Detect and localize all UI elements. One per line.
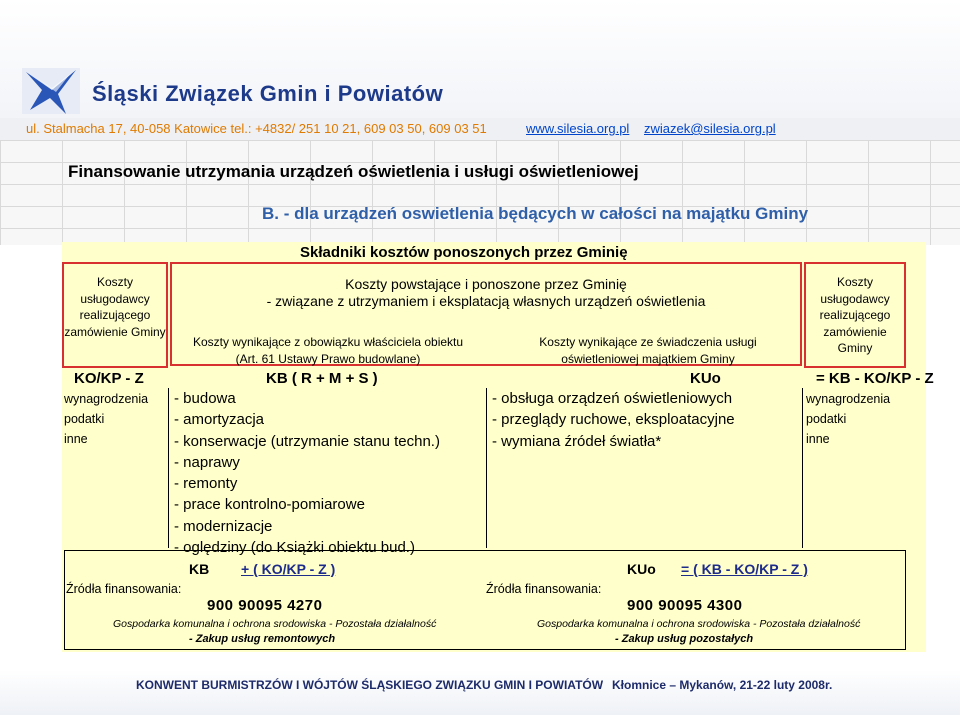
right-cost-box: Koszty usługodawcy realizującego zamówienie Gminy: [804, 262, 906, 368]
list-item: - prace kontrolno-pomiarowe: [174, 496, 365, 514]
kuo-formula: = ( KB - KO/KP - Z ): [681, 561, 808, 577]
right-items-list: [806, 389, 890, 449]
list-item: inne: [806, 432, 830, 446]
left-cost-box: Koszty usługodawcy realizującego zamówienie Gminy: [62, 262, 168, 368]
grid-background: [0, 140, 960, 245]
kb-formula-label: KB: [189, 561, 210, 577]
middle-title-line2: - związane z utrzymaniem i eksplatacją własnych urządzeń oświetlenia: [266, 293, 706, 309]
kokp-label: KO/KP - Z: [74, 370, 144, 387]
list-item: wynagrodzenia: [806, 392, 891, 406]
logo-icon: [22, 62, 84, 118]
list-item: wynagrodzenia: [64, 392, 149, 406]
source-label-right: Źródła finansowania:: [486, 582, 602, 596]
section-title: Składniki kosztów ponoszonych przez Gminię: [300, 244, 628, 261]
budget-item-left: - Zakup usług remontowych: [189, 633, 336, 645]
middle-right-line2: oświetleniowej majątkiem Gminy: [561, 351, 735, 366]
list-item: - konserwacje (utrzymanie stanu techn.): [174, 432, 440, 450]
list-item: - amortyzacja: [174, 411, 265, 429]
budget-code-left: 900 90095 4270: [207, 597, 323, 614]
header-banner: [0, 0, 960, 118]
list-item: podatki: [64, 412, 105, 426]
list-item: - naprawy: [174, 453, 240, 471]
list-item: - przeglądy ruchowe, eksploatacyjne: [492, 411, 735, 429]
contact-bar: [0, 118, 960, 140]
email-link[interactable]: zwiazek@silesia.org.pl: [644, 121, 776, 136]
kb-items-list: [174, 388, 440, 558]
footer-left-text: KONWENT BURMISTRZÓW I WÓJTÓW ŚLĄSKIEGO ZWIĄZKU GMIN I POWIATÓW: [136, 678, 604, 692]
kb-eq-label: = KB - KO/KP - Z: [816, 370, 934, 387]
list-item: - wymiana źródeł światła*: [492, 432, 662, 450]
page-title: Finansowanie utrzymania urządzeń oświetlenia i usługi oświetleniowej: [68, 162, 639, 181]
middle-right-note: [498, 334, 798, 367]
budget-item-right: - Zakup usług pozostałych: [615, 633, 754, 645]
source-label-left: Źródła finansowania:: [66, 582, 182, 596]
website-link[interactable]: www.silesia.org.pl: [526, 121, 630, 136]
budget-desc-right: Gospodarka komunalna i ochrona srodowiska - Pozostała działalność: [537, 618, 861, 630]
footer-right-text: Kłomnice – Mykanów, 21-22 luty 2008r.: [612, 678, 833, 692]
left-items-list: [64, 389, 148, 449]
kuo-label: KUo: [690, 370, 721, 387]
org-name: Śląski Związek Gmin i Powiatów: [92, 81, 444, 106]
kuo-formula-label: KUo: [627, 561, 656, 577]
kuo-items-list: [492, 388, 735, 452]
middle-title-line1: Koszty powstające i ponoszone przez Gminię: [345, 276, 627, 292]
list-item: - oględziny (do Książki obiektu bud.): [174, 539, 415, 557]
list-item: - obsługa orządzeń oświetleniowych: [492, 390, 733, 407]
budget-code-right: 900 90095 4300: [627, 597, 743, 614]
list-item: - modernizacje: [174, 517, 273, 535]
list-item: - remonty: [174, 475, 238, 493]
kb-label: KB ( R + M + S ): [266, 370, 378, 387]
divider-line: [168, 388, 169, 548]
middle-cost-box: [170, 262, 802, 366]
list-item: - budowa: [174, 390, 236, 407]
kb-formula: + ( KO/KP - Z ): [241, 561, 336, 577]
footer: [0, 670, 960, 715]
middle-left-line1: Koszty wynikające z obowiązku właściciela obiektu: [192, 335, 464, 349]
address-text: ul. Stalmacha 17, 40-058 Katowice tel.: +4832/ 251 10 21, 609 03 50, 609 03 51: [26, 121, 487, 136]
divider-line: [486, 388, 487, 548]
budget-desc-left: Gospodarka komunalna i ochrona srodowiska - Pozostała działalność: [113, 618, 437, 630]
financing-box: [64, 550, 906, 650]
middle-left-line2: (Art. 61 Ustawy Prawo budowlane): [235, 351, 421, 366]
list-item: inne: [64, 432, 88, 446]
page-subtitle: B. - dla urządzeń oswietlenia będących w całości na majątku Gminy: [262, 204, 809, 223]
list-item: podatki: [806, 412, 847, 426]
middle-title: [172, 276, 800, 310]
middle-left-note: [172, 334, 484, 367]
middle-right-line1: Koszty wynikające ze świadczenia usługi: [539, 335, 757, 349]
divider-line: [802, 388, 803, 548]
